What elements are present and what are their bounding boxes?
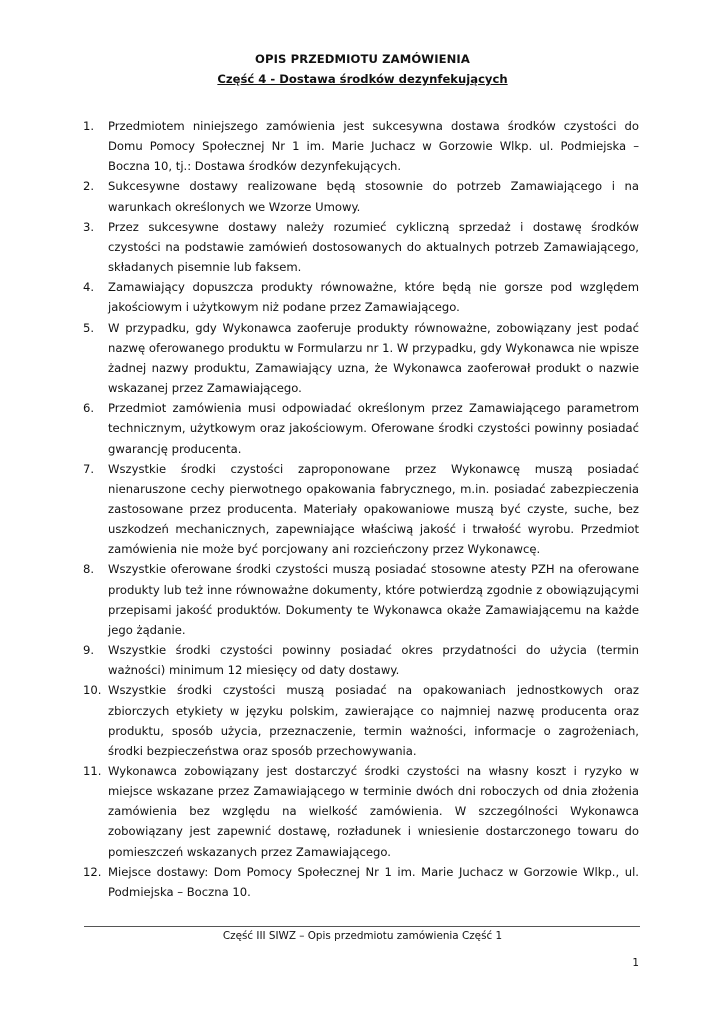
list-item xyxy=(83,559,639,640)
requirements-list xyxy=(83,116,639,902)
list-item-number: 9. xyxy=(83,643,95,658)
footer-text: Część III SIWZ – Opis przedmiotu zamówienia Część 1 xyxy=(222,930,503,942)
footer-divider xyxy=(84,926,640,927)
list-item xyxy=(83,862,639,902)
list-item-number: 8. xyxy=(83,562,95,577)
list-item-number: 12. xyxy=(83,864,102,879)
list-item-number: 10. xyxy=(83,683,102,698)
document-subtitle: Część 4 - Dostawa środków dezynfekujących xyxy=(217,72,508,86)
list-item-text: Przedmiotem niniejszego zamówienia jest sukcesywna dostawa środków czystości do Domu Pomocy Społecznej Nr 1 im. Marie Juchacz w Gorzowie Wlkp. ul. Podmiejska – Boczna 10, tj.: Dostawa środków dezynfekujących. xyxy=(108,119,639,174)
document-title: OPIS PRZEDMIOTU ZAMÓWIENIA xyxy=(255,52,470,66)
list-item-text: Przedmiot zamówienia musi odpowiadać określonym przez Zamawiającego parametrom technicznym, użytkowym oraz jakościowym. Oferowane środki czystości powinny posiadać gwarancję producenta. xyxy=(108,401,639,456)
list-item-text: Zamawiający dopuszcza produkty równoważne, które będą nie gorsze pod względem jakościowym i użytkowym niż podane przez Zamawiającego. xyxy=(108,280,639,315)
list-item-number: 6. xyxy=(83,401,95,416)
list-item-number: 5. xyxy=(83,320,95,335)
list-item xyxy=(83,459,639,560)
list-item-number: 1. xyxy=(83,119,95,133)
list-item xyxy=(83,318,639,399)
list-item-text: Sukcesywne dostawy realizowane będą stosownie do potrzeb Zamawiającego i na warunkach określonych we Wzorze Umowy. xyxy=(108,179,639,214)
list-item xyxy=(83,640,639,680)
list-item-text: Miejsce dostawy: Dom Pomocy Społecznej Nr 1 im. Marie Juchacz w Gorzowie Wlkp., ul. Podmiejska – Boczna 10. xyxy=(108,864,639,899)
page-number: 1 xyxy=(632,957,639,969)
list-item-text: Wykonawca zobowiązany jest dostarczyć środki czystości na własny koszt i ryzyko w miejsce wskazane przez Zamawiającego w terminie dwóch dni roboczych od dnia złożenia zamówienia bez względu na wielkość zamówienia. W szczególności Wykonawca zobowiązany jest zapewnić dostawę, rozładunek i wniesienie dostarczonego towaru do pomieszczeń wskazanych przez Zamawiającego. xyxy=(108,764,639,859)
list-item-text: W przypadku, gdy Wykonawca zaoferuje produkty równoważne, zobowiązany jest podać nazwę oferowanego produktu w Formularzu nr 1. W przypadku, gdy Wykonawca nie wpisze żadnej nazwy produktu, Zamawiający uzna, że Wykonawca zaoferował produkt o nazwie wskazanej przez Zamawiającego. xyxy=(108,320,639,396)
list-item xyxy=(83,398,639,458)
list-item-number: 3. xyxy=(83,219,95,234)
list-item xyxy=(83,761,639,862)
list-item-number: 11. xyxy=(83,764,102,778)
list-item xyxy=(83,116,639,176)
list-item-number: 7. xyxy=(83,461,95,476)
list-item xyxy=(83,277,639,317)
list-item xyxy=(83,176,639,216)
list-item-text: Wszystkie środki czystości powinny posiadać okres przydatności do użycia (termin ważności) minimum 12 miesięcy od daty dostawy. xyxy=(108,643,639,678)
list-item-text: Wszystkie środki czystości zaproponowane przez Wykonawcę muszą posiadać nienaruszone cechy pierwotnego opakowania fabrycznego, m.in. posiadać zabezpieczenia zastosowane przez producenta. Materiały opakowaniowe muszą być czyste, suche, bez uszkodzeń mechanicznych, zapewniające właściwą jakość i trwałość wyrobu. Przedmiot zamówienia nie może być porcjowany ani rozcieńczony przez Wykonawcę. xyxy=(108,461,639,557)
list-item-text: Przez sukcesywne dostawy należy rozumieć cykliczną sprzedaż i dostawę środków czystości na podstawie zamówień dostosowanych do aktualnych potrzeb Zamawiającego, składanych pisemnie lub faksem. xyxy=(108,219,639,275)
list-item-text: Wszystkie oferowane środki czystości muszą posiadać stosowne atesty PZH na oferowane produkty lub też inne równoważne dokumenty, które potwierdzą zgodnie z obowiązującymi przepisami jakość produktów. Dokumenty te Wykonawca okaże Zamawiającemu na każde jego żądanie. xyxy=(108,562,639,637)
list-item-number: 2. xyxy=(83,179,95,194)
list-item-number: 4. xyxy=(83,280,95,295)
list-item xyxy=(83,680,639,761)
list-item-text: Wszystkie środki czystości muszą posiadać na opakowaniach jednostkowych oraz zbiorczych etykiety w języku polskim, zawierające co najmniej nazwę producenta oraz produktu, sposób użycia, przeznaczenie, termin ważności, informacje o zagrożeniach, środki bezpieczeństwa oraz sposób przechowywania. xyxy=(108,683,639,758)
list-item xyxy=(83,217,639,277)
